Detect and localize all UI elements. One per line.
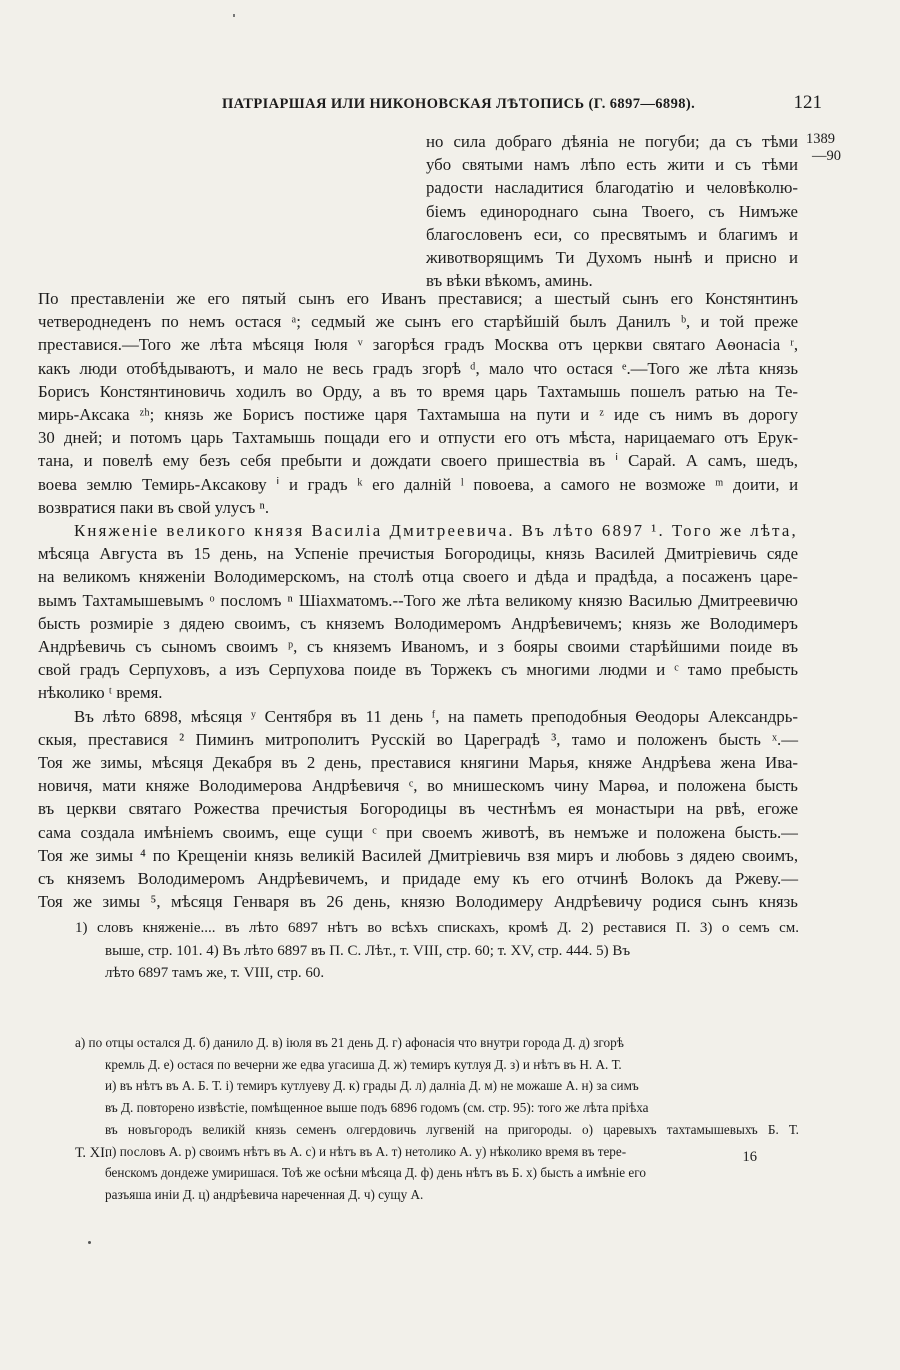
text-line: преставися.—Того же лѣта мѣсяця Іюля ᵛ загорѣся градъ Москва отъ церкви святаго Аѳонасіа ʳ,: [38, 335, 799, 355]
volume-label: Т. XI.: [75, 1145, 109, 1161]
printer-signature: [75, 1145, 799, 1167]
variant-line: а) по отцы остался Д. б) данило Д. в) іюля въ 21 день Д. г) афонасія что внутри города Д. д) згорѣ: [75, 1035, 624, 1050]
text-line: Андрѣевичь съ сыномъ своимъ ᵖ, съ княземъ Иваномъ, и з бояры своими старѣйшими поиде въ: [38, 637, 799, 657]
variant-readings: [75, 1032, 799, 1206]
ink-dot: [88, 1241, 91, 1244]
text-line: тана, и повелѣ ему безъ себя пребыти и дождати своего пришествіа въ ⁱ Сарай. А самъ, шедъ,: [38, 451, 798, 471]
section-heading-line: Княженіе великого князя Василіа Дмитреевича. Въ лѣто 6897 ¹. Того же лѣта,: [74, 521, 798, 541]
speck-mark: [233, 14, 235, 17]
text-line: четвероднеденъ по немъ остася ᵃ; седмый же сынъ его старѣйшій былъ Данилъ ᵇ, и той преже: [38, 312, 799, 332]
text-line: бысть розмиріе з дядею своимъ, съ княземъ Володимеромъ Андрѣевичемъ; князь же Володимеръ: [38, 613, 798, 633]
text-line: сама создала имѣніемъ своимъ, еще сущи ᶜ при своемъ животѣ, въ немъже и положена бысть.—: [38, 822, 798, 842]
text-line: съ княземъ Володимеромъ Андрѣевичемъ, и придаде ему къ его отчинѣ Волокъ да Ржеву.—: [38, 869, 799, 889]
footnote-line: лѣто 6897 тамъ же, т. VIII, стр. 60.: [105, 965, 325, 981]
text-line: Борисъ Констянтиновичь ходилъ во Орду, а въ то время царь Тахтамышь пошелъ ратью на Те-: [38, 381, 799, 401]
variant-line: п) пословъ А. р) своимъ нѣтъ въ А. с) и нѣтъ въ А. т) нетолико А. у) нѣколико время въ тере-: [105, 1143, 627, 1159]
page-number: 121: [793, 92, 822, 113]
prayer-line: благословенъ еси, со пресвятымъ и благимъ и: [426, 224, 798, 244]
text-line: возвратися паки въ свой улусъ ⁿ.: [38, 497, 270, 517]
text-line: По преставленіи же его пятый сынъ его Иванъ преставися; а шестый сынъ его Констянтинъ: [38, 289, 799, 308]
prayer-line: но сила добраго дѣяніа не погуби; да съ тѣми: [426, 132, 799, 151]
prayer-line: радости насладитися благодатію и человѣколю-: [426, 178, 798, 198]
margin-year-start: 1389: [806, 131, 835, 147]
prayer-line: убо святыми намъ лѣпо есть жити и съ тѣми: [426, 155, 799, 175]
variant-line: въ новъгородъ великій князь семенъ олгердовичь лугвеній на пригороды. о) царевыхъ тахтамышевыхъ Б. Т.: [105, 1121, 799, 1137]
variant-line: кремль Д. е) остася по вечерни же едва угасиша Д. ж) темиръ кутлуя Д. з) и нѣтъ въ Н. А. Т.: [105, 1056, 622, 1072]
text-line: въ церкви святаго Рожества пречистыя Богородицы въ честнѣмъ ея монастыри на рвѣ, егоже: [38, 799, 799, 819]
variant-line: въ Д. повторено извѣстіе, помѣщенное выше подъ 6896 годомъ (см. стр. 95): того же лѣта пріѣха: [105, 1100, 649, 1116]
chronicle-main-text: [38, 287, 798, 913]
prayer-line: біемъ единороднаго сына Твоего, съ Нимъже: [426, 201, 798, 221]
text-line: Тоя же зимы ⁴ по Крещеніи князь великій Василей Дмитріевичь взя миръ и любовь з дядею своимъ,: [38, 845, 799, 865]
text-line: мирь-Аксака ᶻʰ; князь же Борисъ постиже царя Тахтамыша на пути и ᶻ иде съ нимъ въ дорогу: [38, 405, 798, 425]
text-line: новичя, мати княже Володимерова Андрѣевичя ᶜ, во мнишескомъ чину Марѳа, и положена бысть: [38, 776, 798, 796]
prayer-line: животворящимъ Ти Духомъ нынѣ и присно и: [426, 248, 798, 268]
margin-year-note: [806, 131, 846, 165]
variant-line: разъяша иніи Д. ц) андрѣевича нареченная Д. ч) сущу А.: [105, 1186, 424, 1202]
text-line: 30 дней; и потомъ царь Тахтамышь пощади его и отпусти его отъ мѣста, нарицаемаго отъ Ерук-: [38, 428, 799, 448]
page-header: [222, 92, 822, 120]
numbered-footnotes: [75, 917, 799, 985]
running-title: ПАТРІАРШАЯ ИЛИ НИКОНОВСКАЯ ЛѢТОПИСЬ (Г. 6897—6898).: [222, 96, 696, 112]
prayer-line: въ вѣки вѣкомъ, аминь.: [426, 271, 593, 291]
paragraph-first-line: Въ лѣто 6898, мѣсяця ʸ Сентября въ 11 день ᶠ, на паметь преподобныя Ѳеодоры Александрь-: [74, 706, 798, 726]
footnote-line: выше, стр. 101. 4) Въ лѣто 6897 въ П. С. Лѣт., т. VIII, стр. 60; т. XV, стр. 444. 5) Въ: [105, 942, 631, 959]
text-line: на великомъ княженіи Володимерскомъ, на столѣ отца своего и дѣда и прадѣда, а посаженъ царе-: [38, 567, 798, 587]
text-line: Тоя же зимы, мѣсяця Декабря въ 2 день, преставися княгини Марья, княже Андрѣева жена Ива-: [38, 753, 799, 773]
footnote-line: 1) словъ княженіе.... въ лѣто 6897 нѣтъ во всѣхъ спискахъ, кромѣ Д. 2) реставися П. 3) о семъ см.: [75, 920, 800, 936]
margin-year-end: —90: [812, 148, 841, 164]
text-line: воева землю Темирь-Аксакову ⁱ и градъ ᵏ его далній ˡ повоева, а самого не возможе ᵐ доити, и: [38, 474, 799, 494]
text-line: вымъ Тахтамышевымъ ᵒ посломъ ⁿ Шіахматомъ.--Того же лѣта великому князю Василью Дмитреевичю: [38, 590, 798, 610]
variant-line: и) въ нѣтъ въ А. Б. Т. і) темиръ кутлуеву Д. к) грады Д. л) далніа Д. м) не можаше А. н) за симъ: [105, 1078, 639, 1094]
variant-line: бенскомъ дондеже умиришася. Тоѣ же осѣни мѣсяца Д. ф) день нѣтъ въ Б. х) бысть а имѣніе его: [105, 1165, 646, 1181]
sheet-number: 16: [742, 1149, 757, 1165]
text-line: мѣсяца Августа въ 15 день, на Успеніе пречистыя Богородицы, князь Василей Дмитріевичь сяде: [38, 544, 799, 564]
prayer-text-block: [426, 130, 798, 292]
text-line: свой градъ Серпуховъ, а изъ Серпухова поиде въ Торжекъ съ многими людми и ᶜ тамо пребысть: [38, 660, 798, 680]
text-line: скыя, преставися ² Пиминъ митрополитъ Русскій во Цареградѣ ³, тамо и положенъ бысть ˣ.—: [38, 729, 798, 749]
text-line: нѣколико ᵗ время.: [38, 683, 163, 703]
text-line: какъ люди отобѣдываютъ, и мало не весь градъ згорѣ ᵈ, мало что остася ᵉ.—Того же лѣта князь: [38, 358, 799, 378]
text-line: Тоя же зимы ⁵, мѣсяця Генваря въ 26 день, князю Володимеру Андрѣевичу родися сынъ князь: [38, 892, 798, 912]
